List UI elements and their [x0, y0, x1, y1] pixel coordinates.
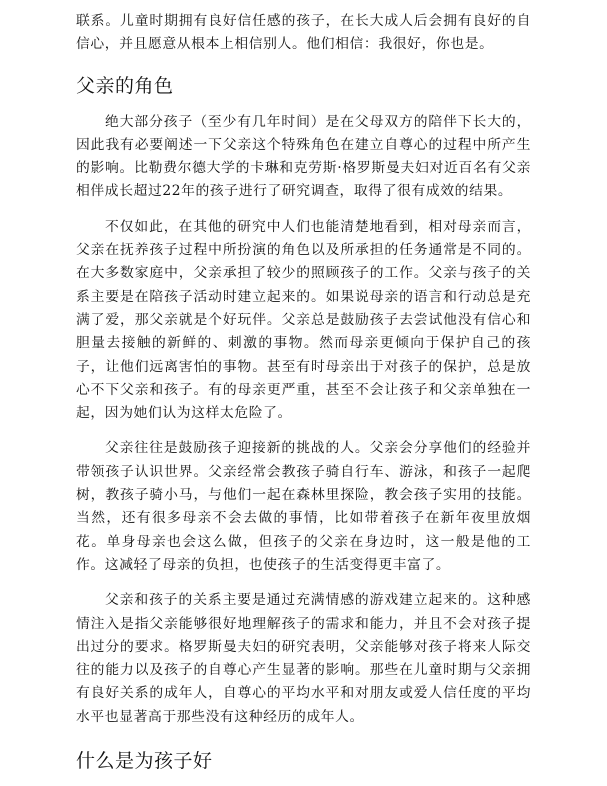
paragraph-father-vs-mother: 不仅如此，在其他的研究中人们也能清楚地看到，相对母亲而言，父亲在抚养孩子过程中所扮演的角色以及所承担的任务通常是不同的。在大多数家庭中，父亲承担了较少的照顾孩子的工作。父亲与孩子的关系主要是在陪孩子活动时建立起来的。如果说母亲的语言和行动总是充满了爱，那父亲就是个好玩伴。父亲总是鼓励孩子去尝试他没有信心和胆量去接触的新鲜的、刺激的事物。然而母亲更倾向于保护自己的孩子，让他们远离害怕的事物。甚至有时母亲出于对孩子的保护，总是放心不下父亲和孩子。有的母亲更严重，甚至不会让孩子和父亲单独在一起，因为她们认为这样太危险了。 — [76, 218, 531, 422]
document-body — [76, 10, 531, 786]
section-heading-next: 什么是为孩子好 — [76, 750, 213, 773]
section-heading-father-role: 父亲的角色 — [76, 74, 174, 97]
paragraph-grossmann-study: 绝大部分孩子（至少有几年时间）是在父母双方的陪伴下长大的，因此我有必要阐述一下父亲这个特殊角色在建立自尊心的过程中所产生的影响。比勒费尔德大学的卡琳和克劳斯·格罗斯曼夫妇对近百名有父亲相伴成长超过22年的孩子进行了研究调查，取得了很有成效的结果。 — [76, 113, 531, 200]
paragraph-father-challenges: 父亲往往是鼓励孩子迎接新的挑战的人。父亲会分享他们的经验并带领孩子认识世界。父亲经常会教孩子骑自行车、游泳，和孩子一起爬树，教孩子骑小马，与他们一起在森林里探险，教会孩子实用的技能。当然，还有很多母亲不会去做的事情，比如带着孩子在新年夜里放烟花。单身母亲也会这么做，但孩子的父亲在身边时，这一般是他的工作。这减轻了母亲的负担，也使孩子的生活变得更丰富了。 — [76, 440, 531, 573]
paragraph-father-bond: 父亲和孩子的关系主要是通过充满情感的游戏建立起来的。这种感情注入是指父亲能够很好地理解孩子的需求和能力，并且不会对孩子提出过分的要求。格罗斯曼夫妇的研究表明，父亲能够对孩子将来人际交往的能力以及孩子的自尊心产生显著的影响。那些在儿童时期与父亲拥有良好关系的成年人，自尊心的平均水平和对朋友或爱人信任度的平均水平也显著高于那些没有这种经历的成年人。 — [76, 592, 531, 725]
paragraph-trust-conclusion: 联系。儿童时期拥有良好信任感的孩子，在长大成人后会拥有良好的自信心，并且愿意从根本上相信别人。他们相信：我很好，你也是。 — [76, 13, 531, 53]
